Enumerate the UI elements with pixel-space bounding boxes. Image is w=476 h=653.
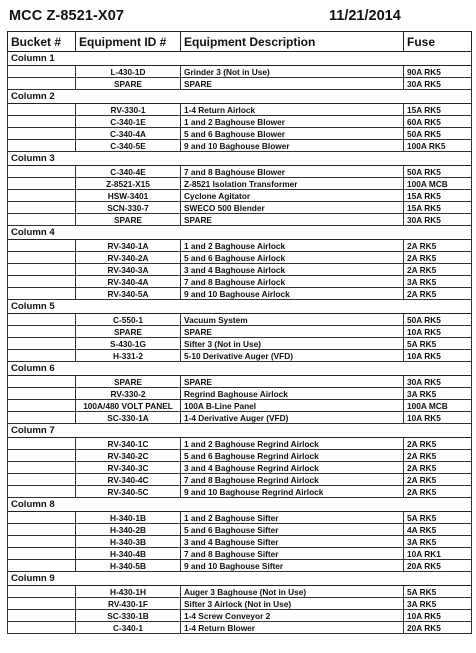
- description-cell: Z-8521 Isolation Transformer: [181, 178, 404, 190]
- description-cell: 9 and 10 Baghouse Regrind Airlock: [181, 486, 404, 498]
- fuse-cell: 100A MCB: [404, 400, 472, 412]
- table-row: [8, 314, 472, 326]
- header-description: Equipment Description: [181, 32, 404, 52]
- description-cell: 7 and 8 Baghouse Blower: [181, 166, 404, 178]
- fuse-cell: 60A RK5: [404, 116, 472, 128]
- bucket-cell: [8, 548, 76, 560]
- fuse-cell: 10A RK1: [404, 548, 472, 560]
- bucket-cell: [8, 66, 76, 78]
- table-row: [8, 178, 472, 190]
- table-row: [8, 524, 472, 536]
- fuse-cell: 2A RK5: [404, 450, 472, 462]
- description-cell: Auger 3 Baghouse (Not in Use): [181, 586, 404, 598]
- table-row: [8, 548, 472, 560]
- bucket-cell: [8, 486, 76, 498]
- bucket-cell: [8, 400, 76, 412]
- fuse-cell: 10A RK5: [404, 610, 472, 622]
- table-row: [8, 462, 472, 474]
- equipment-id-cell: S-430-1G: [76, 338, 181, 350]
- fuse-cell: 50A RK5: [404, 166, 472, 178]
- column-group-label: Column 2: [8, 90, 472, 104]
- description-cell: 3 and 4 Baghouse Airlock: [181, 264, 404, 276]
- equipment-id-cell: SPARE: [76, 326, 181, 338]
- description-cell: 5-10 Derivative Auger (VFD): [181, 350, 404, 362]
- equipment-id-cell: SC-330-1A: [76, 412, 181, 424]
- table-row: [8, 288, 472, 300]
- fuse-cell: 5A RK5: [404, 338, 472, 350]
- fuse-cell: 2A RK5: [404, 474, 472, 486]
- fuse-cell: 2A RK5: [404, 462, 472, 474]
- equipment-id-cell: RV-330-2: [76, 388, 181, 400]
- fuse-cell: 15A RK5: [404, 104, 472, 116]
- description-cell: SWECO 500 Blender: [181, 202, 404, 214]
- table-row: [8, 598, 472, 610]
- bucket-cell: [8, 438, 76, 450]
- bucket-cell: [8, 388, 76, 400]
- bucket-cell: [8, 240, 76, 252]
- equipment-id-cell: RV-340-3A: [76, 264, 181, 276]
- bucket-cell: [8, 350, 76, 362]
- bucket-cell: [8, 462, 76, 474]
- bucket-cell: [8, 560, 76, 572]
- bucket-cell: [8, 166, 76, 178]
- fuse-cell: 2A RK5: [404, 288, 472, 300]
- equipment-id-cell: RV-340-5A: [76, 288, 181, 300]
- column-group-label: Column 6: [8, 362, 472, 376]
- bucket-cell: [8, 252, 76, 264]
- fuse-cell: 2A RK5: [404, 264, 472, 276]
- equipment-id-cell: C-340-5E: [76, 140, 181, 152]
- equipment-id-cell: H-340-4B: [76, 548, 181, 560]
- table-row: [8, 486, 472, 498]
- fuse-cell: 2A RK5: [404, 486, 472, 498]
- equipment-id-cell: RV-340-5C: [76, 486, 181, 498]
- description-cell: 7 and 8 Baghouse Airlock: [181, 276, 404, 288]
- description-cell: 5 and 6 Baghouse Regrind Airlock: [181, 450, 404, 462]
- bucket-cell: [8, 128, 76, 140]
- bucket-cell: [8, 474, 76, 486]
- bucket-cell: [8, 338, 76, 350]
- column-group-label: Column 4: [8, 226, 472, 240]
- bucket-cell: [8, 412, 76, 424]
- description-cell: 7 and 8 Baghouse Sifter: [181, 548, 404, 560]
- description-cell: 5 and 6 Baghouse Airlock: [181, 252, 404, 264]
- table-row: [8, 190, 472, 202]
- fuse-cell: 10A RK5: [404, 412, 472, 424]
- column-group-label: Column 7: [8, 424, 472, 438]
- table-row: [8, 66, 472, 78]
- equipment-id-cell: H-331-2: [76, 350, 181, 362]
- column-group-row: [8, 498, 472, 512]
- bucket-cell: [8, 586, 76, 598]
- fuse-cell: 100A MCB: [404, 178, 472, 190]
- description-cell: 1 and 2 Baghouse Regrind Airlock: [181, 438, 404, 450]
- equipment-id-cell: SPARE: [76, 78, 181, 90]
- description-cell: 100A B-Line Panel: [181, 400, 404, 412]
- header-fuse: Fuse: [404, 32, 472, 52]
- schedule-date: 11/21/2014: [329, 8, 401, 24]
- equipment-id-cell: L-430-1D: [76, 66, 181, 78]
- bucket-cell: [8, 214, 76, 226]
- fuse-cell: 3A RK5: [404, 388, 472, 400]
- table-row: [8, 202, 472, 214]
- equipment-id-cell: Z-8521-X15: [76, 178, 181, 190]
- equipment-id-cell: RV-340-1A: [76, 240, 181, 252]
- table-row: [8, 104, 472, 116]
- equipment-id-cell: C-340-1E: [76, 116, 181, 128]
- bucket-cell: [8, 202, 76, 214]
- bucket-cell: [8, 178, 76, 190]
- description-cell: 1-4 Derivative Auger (VFD): [181, 412, 404, 424]
- bucket-cell: [8, 314, 76, 326]
- fuse-cell: 10A RK5: [404, 326, 472, 338]
- bucket-cell: [8, 116, 76, 128]
- bucket-cell: [8, 104, 76, 116]
- table-body: [8, 52, 472, 634]
- column-group-label: Column 5: [8, 300, 472, 314]
- equipment-id-cell: H-430-1H: [76, 586, 181, 598]
- bucket-cell: [8, 288, 76, 300]
- table-row: [8, 128, 472, 140]
- title-row: [7, 7, 471, 27]
- description-cell: Regrind Baghouse Airlock: [181, 388, 404, 400]
- equipment-id-cell: HSW-3401: [76, 190, 181, 202]
- equipment-id-cell: SC-330-1B: [76, 610, 181, 622]
- description-cell: 1-4 Return Blower: [181, 622, 404, 634]
- fuse-cell: 3A RK5: [404, 536, 472, 548]
- description-cell: 1-4 Return Airlock: [181, 104, 404, 116]
- equipment-id-cell: RV-330-1: [76, 104, 181, 116]
- description-cell: Cyclone Agitator: [181, 190, 404, 202]
- description-cell: SPARE: [181, 78, 404, 90]
- description-cell: 7 and 8 Baghouse Regrind Airlock: [181, 474, 404, 486]
- bucket-cell: [8, 598, 76, 610]
- description-cell: Sifter 3 Airlock (Not in Use): [181, 598, 404, 610]
- table-row: [8, 140, 472, 152]
- table-row: [8, 560, 472, 572]
- column-group-row: [8, 152, 472, 166]
- table-row: [8, 450, 472, 462]
- description-cell: 9 and 10 Baghouse Blower: [181, 140, 404, 152]
- page-title: MCC Z-8521-X07: [9, 8, 125, 24]
- bucket-cell: [8, 276, 76, 288]
- column-group-row: [8, 226, 472, 240]
- fuse-cell: 3A RK5: [404, 276, 472, 288]
- bucket-cell: [8, 536, 76, 548]
- description-cell: SPARE: [181, 326, 404, 338]
- bucket-cell: [8, 190, 76, 202]
- equipment-id-cell: H-340-2B: [76, 524, 181, 536]
- table-row: [8, 512, 472, 524]
- table-row: [8, 116, 472, 128]
- equipment-id-cell: RV-340-2A: [76, 252, 181, 264]
- column-group-row: [8, 424, 472, 438]
- fuse-cell: 20A RK5: [404, 622, 472, 634]
- equipment-id-cell: C-340-1: [76, 622, 181, 634]
- column-group-label: Column 1: [8, 52, 472, 66]
- fuse-cell: 2A RK5: [404, 252, 472, 264]
- description-cell: 1 and 2 Baghouse Blower: [181, 116, 404, 128]
- fuse-cell: 2A RK5: [404, 438, 472, 450]
- table-row: [8, 586, 472, 598]
- equipment-id-cell: C-550-1: [76, 314, 181, 326]
- column-group-label: Column 3: [8, 152, 472, 166]
- equipment-id-cell: RV-340-4A: [76, 276, 181, 288]
- column-group-row: [8, 300, 472, 314]
- description-cell: 1-4 Screw Conveyor 2: [181, 610, 404, 622]
- column-group-row: [8, 362, 472, 376]
- table-row: [8, 474, 472, 486]
- description-cell: Sifter 3 (Not in Use): [181, 338, 404, 350]
- column-group-row: [8, 572, 472, 586]
- bucket-cell: [8, 78, 76, 90]
- fuse-cell: 5A RK5: [404, 512, 472, 524]
- table-row: [8, 166, 472, 178]
- equipment-id-cell: RV-340-1C: [76, 438, 181, 450]
- bucket-cell: [8, 622, 76, 634]
- bucket-cell: [8, 450, 76, 462]
- description-cell: 5 and 6 Baghouse Sifter: [181, 524, 404, 536]
- bucket-cell: [8, 376, 76, 388]
- fuse-cell: 3A RK5: [404, 598, 472, 610]
- table-row: [8, 400, 472, 412]
- equipment-id-cell: 100A/480 VOLT PANEL: [76, 400, 181, 412]
- description-cell: SPARE: [181, 214, 404, 226]
- header-equipment-id: Equipment ID #: [76, 32, 181, 52]
- bucket-cell: [8, 264, 76, 276]
- bucket-cell: [8, 140, 76, 152]
- table-row: [8, 536, 472, 548]
- table-row: [8, 438, 472, 450]
- description-cell: SPARE: [181, 376, 404, 388]
- fuse-cell: 100A RK5: [404, 140, 472, 152]
- table-row: [8, 240, 472, 252]
- equipment-id-cell: H-340-3B: [76, 536, 181, 548]
- bucket-cell: [8, 512, 76, 524]
- fuse-cell: 15A RK5: [404, 190, 472, 202]
- description-cell: 9 and 10 Baghouse Airlock: [181, 288, 404, 300]
- table-row: [8, 276, 472, 288]
- equipment-id-cell: SCN-330-7: [76, 202, 181, 214]
- table-row: [8, 376, 472, 388]
- equipment-id-cell: SPARE: [76, 214, 181, 226]
- table-row: [8, 338, 472, 350]
- table-row: [8, 350, 472, 362]
- description-cell: 5 and 6 Baghouse Blower: [181, 128, 404, 140]
- column-group-row: [8, 52, 472, 66]
- table-row: [8, 412, 472, 424]
- equipment-id-cell: C-340-4A: [76, 128, 181, 140]
- equipment-id-cell: RV-340-3C: [76, 462, 181, 474]
- description-cell: 9 and 10 Baghouse Sifter: [181, 560, 404, 572]
- header-bucket: Bucket #: [8, 32, 76, 52]
- fuse-cell: 30A RK5: [404, 214, 472, 226]
- column-group-label: Column 9: [8, 572, 472, 586]
- table-header-row: [8, 32, 472, 52]
- description-cell: 1 and 2 Baghouse Sifter: [181, 512, 404, 524]
- fuse-cell: 30A RK5: [404, 376, 472, 388]
- table-row: [8, 610, 472, 622]
- equipment-id-cell: RV-430-1F: [76, 598, 181, 610]
- table-row: [8, 214, 472, 226]
- fuse-cell: 50A RK5: [404, 314, 472, 326]
- bucket-schedule-table: [7, 31, 472, 634]
- fuse-cell: 5A RK5: [404, 586, 472, 598]
- fuse-cell: 50A RK5: [404, 128, 472, 140]
- bucket-cell: [8, 326, 76, 338]
- equipment-id-cell: RV-340-4C: [76, 474, 181, 486]
- table-row: [8, 622, 472, 634]
- description-cell: 3 and 4 Baghouse Regrind Airlock: [181, 462, 404, 474]
- column-group-label: Column 8: [8, 498, 472, 512]
- fuse-cell: 4A RK5: [404, 524, 472, 536]
- fuse-cell: 30A RK5: [404, 78, 472, 90]
- fuse-cell: 2A RK5: [404, 240, 472, 252]
- table-row: [8, 388, 472, 400]
- table-row: [8, 326, 472, 338]
- fuse-cell: 15A RK5: [404, 202, 472, 214]
- bucket-cell: [8, 610, 76, 622]
- equipment-id-cell: RV-340-2C: [76, 450, 181, 462]
- description-cell: Vacuum System: [181, 314, 404, 326]
- fuse-cell: 10A RK5: [404, 350, 472, 362]
- column-group-row: [8, 90, 472, 104]
- bucket-cell: [8, 524, 76, 536]
- equipment-id-cell: H-340-5B: [76, 560, 181, 572]
- description-cell: 1 and 2 Baghouse Airlock: [181, 240, 404, 252]
- equipment-id-cell: SPARE: [76, 376, 181, 388]
- equipment-id-cell: C-340-4E: [76, 166, 181, 178]
- description-cell: 3 and 4 Baghouse Sifter: [181, 536, 404, 548]
- table-row: [8, 78, 472, 90]
- description-cell: Grinder 3 (Not in Use): [181, 66, 404, 78]
- table-row: [8, 264, 472, 276]
- table-row: [8, 252, 472, 264]
- equipment-id-cell: H-340-1B: [76, 512, 181, 524]
- fuse-cell: 20A RK5: [404, 560, 472, 572]
- fuse-cell: 90A RK5: [404, 66, 472, 78]
